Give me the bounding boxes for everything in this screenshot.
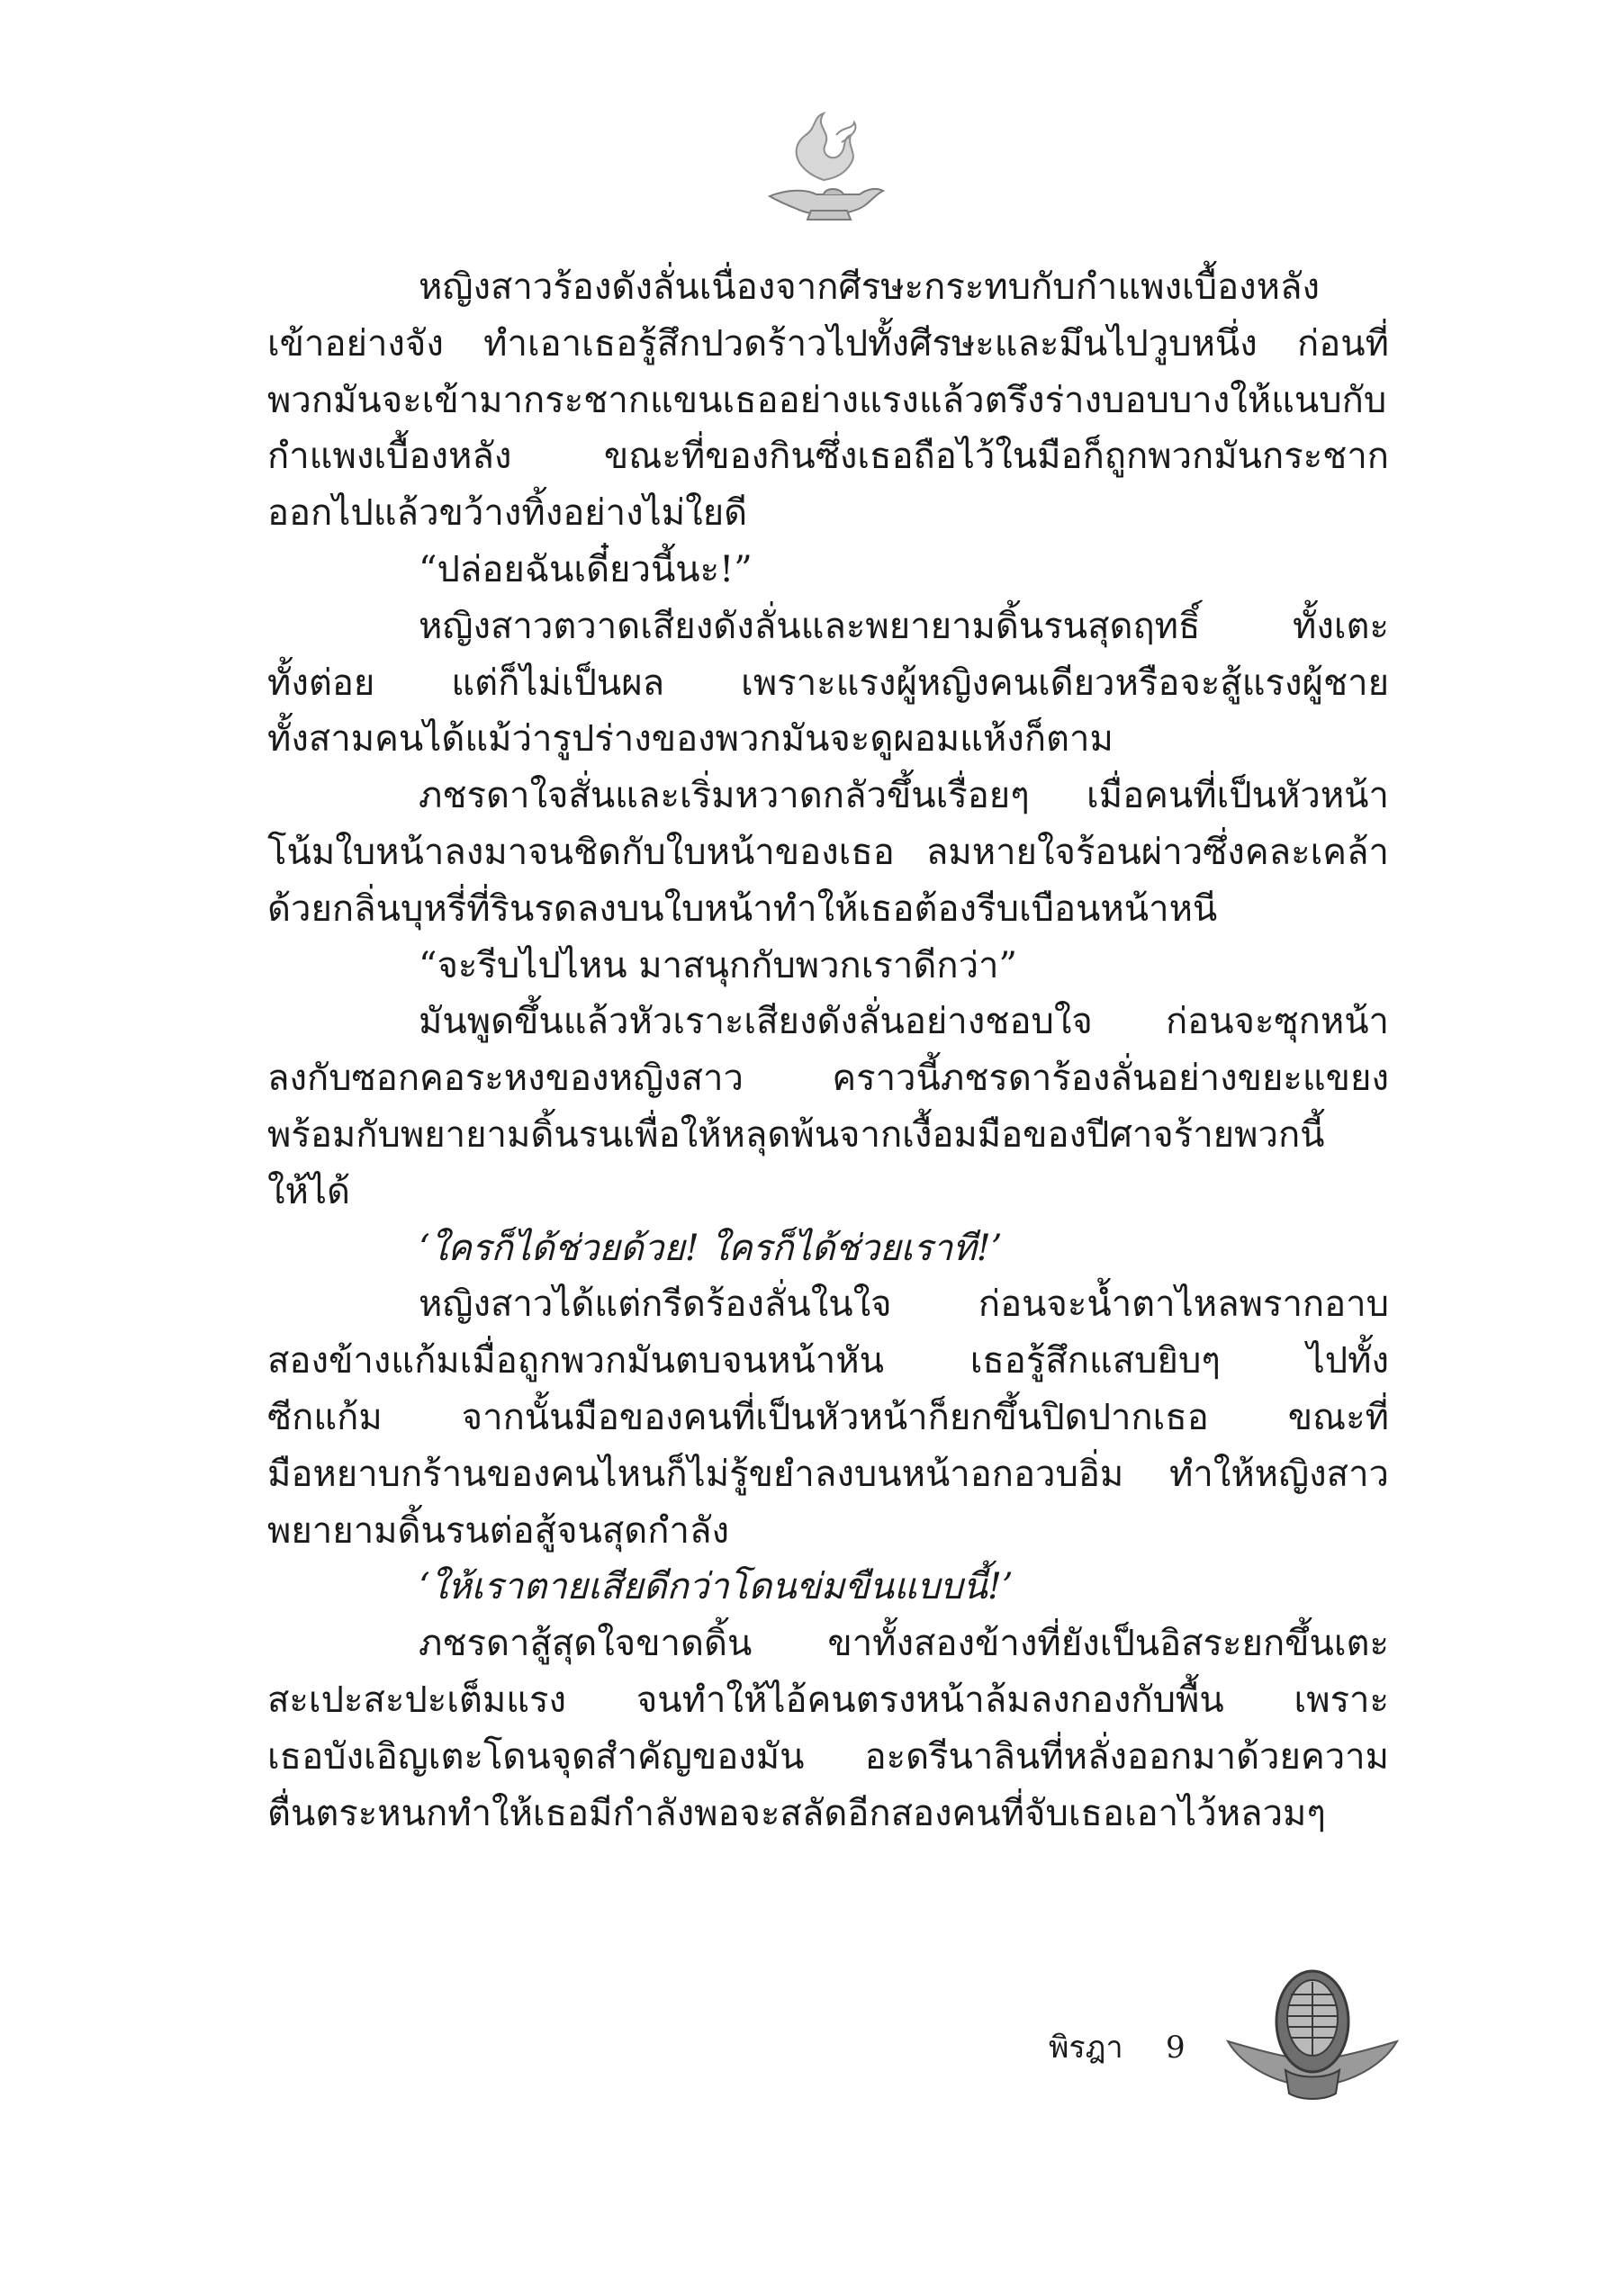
text-line: ตื่นตระหนกทำให้เธอมีกำลังพอจะสลัดอีกสองคนที่จับเธอเอาไว้หลวมๆ (267, 1792, 1326, 1834)
page-number: 9 (1166, 2030, 1186, 2066)
text-line: มันพูดขึ้นแล้วหัวเราะเสียงดังลั่นอย่างชอบใจ ก่อนจะซุกหน้า (419, 1001, 1389, 1043)
text-line: ทั้งสามคนได้แม้ว่ารูปร่างของพวกมันจะดูผอมแห้งก็ตาม (267, 718, 1114, 761)
text-line: กำแพงเบื้องหลัง ขณะที่ของกินซึ่งเธอถือไว้ในมือก็ถูกพวกมันกระชาก (267, 436, 1389, 478)
text-line: พวกมันจะเข้ามากระชากแขนเธออย่างแรงแล้วตรึงร่างบอบบางให้แนบกับ (267, 379, 1387, 421)
dialogue-line: “จะรีบไปไหน มาสนุกกับพวกเราดีกว่า” (419, 944, 1017, 986)
text-line: ภชรดาใจสั่นและเริ่มหวาดกลัวขึ้นเรื่อยๆ เมื่อคนที่เป็นหัวหน้า (419, 775, 1389, 817)
thought-line: ‘ใครก็ได้ช่วยด้วย! ใครก็ได้ช่วยเราที!’ (419, 1227, 1003, 1269)
text-line: ให้ได้ (267, 1170, 350, 1212)
text-line: สะเปะสะปะเต็มแรง จนทำให้ไอ้คนตรงหน้าล้มลงกองกับพื้น เพราะ (267, 1679, 1389, 1721)
text-line: ออกไปแล้วขว้างทิ้งอย่างไม่ใยดี (267, 492, 748, 535)
body-text (267, 259, 1389, 1841)
text-line: ซีกแก้ม จากนั้นมือของคนที่เป็นหัวหน้าก็ยกขึ้นปิดปากเธอ ขณะที่ (267, 1396, 1389, 1438)
text-line: เข้าอย่างจัง ทำเอาเธอรู้สึกปวดร้าวไปทั้งศีรษะและมึนไปวูบหนึ่ง ก่อนที่ (267, 322, 1389, 365)
magic-lamp-icon (761, 108, 896, 225)
text-line: หญิงสาวตวาดเสียงดังลั่นและพยายามดิ้นรนสุดฤทธิ์ ทั้งเตะ (419, 605, 1389, 647)
text-line: ลงกับซอกคอระหงของหญิงสาว คราวนี้ภชรดาร้องลั่นอย่างขยะแขยง (267, 1058, 1389, 1100)
kendo-helmet-icon (1222, 1958, 1402, 2111)
text-line: พร้อมกับพยายามดิ้นรนเพื่อให้หลุดพ้นจากเงื้อมมือของปีศาจร้ายพวกนี้ (267, 1113, 1325, 1156)
footer-author-label: พิรฎา (1049, 2030, 1123, 2066)
text-line: เธอบังเอิญเตะโดนจุดสำคัญของมัน อะดรีนาลินที่หลั่งออกมาด้วยความ (267, 1735, 1389, 1778)
text-line: ทั้งต่อย แต่ก็ไม่เป็นผล เพราะแรงผู้หญิงคนเดียวหรือจะสู้แรงผู้ชาย (267, 662, 1389, 704)
text-line: หญิงสาวร้องดังลั่นเนื่องจากศีรษะกระทบกับกำแพงเบื้องหลัง (419, 266, 1321, 308)
text-line: โน้มใบหน้าลงมาจนชิดกับใบหน้าของเธอ ลมหายใจร้อนผ่าวซึ่งคละเคล้า (267, 831, 1389, 873)
text-line: ด้วยกลิ่นบุหรี่ที่รินรดลงบนใบหน้าทำให้เธอต้องรีบเบือนหน้าหนี (267, 887, 1218, 930)
text-line: สองข้างแก้มเมื่อถูกพวกมันตบจนหน้าหัน เธอรู้สึกแสบยิบๆ ไปทั้ง (267, 1340, 1389, 1382)
dialogue-line: “ปล่อยฉันเดี๋ยวนี้นะ!” (419, 548, 753, 590)
text-line: มือหยาบกร้านของคนไหนก็ไม่รู้ขยำลงบนหน้าอกอวบอิ่ม ทำให้หญิงสาว (267, 1453, 1389, 1495)
text-line: พยายามดิ้นรนต่อสู้จนสุดกำลัง (267, 1509, 729, 1552)
thought-line: ‘ให้เราตายเสียดีกว่าโดนข่มขืนแบบนี้!’ (419, 1566, 1014, 1608)
text-line: หญิงสาวได้แต่กรีดร้องลั่นในใจ ก่อนจะน้ำตาไหลพรากอาบ (419, 1283, 1389, 1326)
text-line: ภชรดาสู้สุดใจขาดดิ้น ขาทั้งสองข้างที่ยังเป็นอิสระยกขึ้นเตะ (419, 1623, 1389, 1665)
